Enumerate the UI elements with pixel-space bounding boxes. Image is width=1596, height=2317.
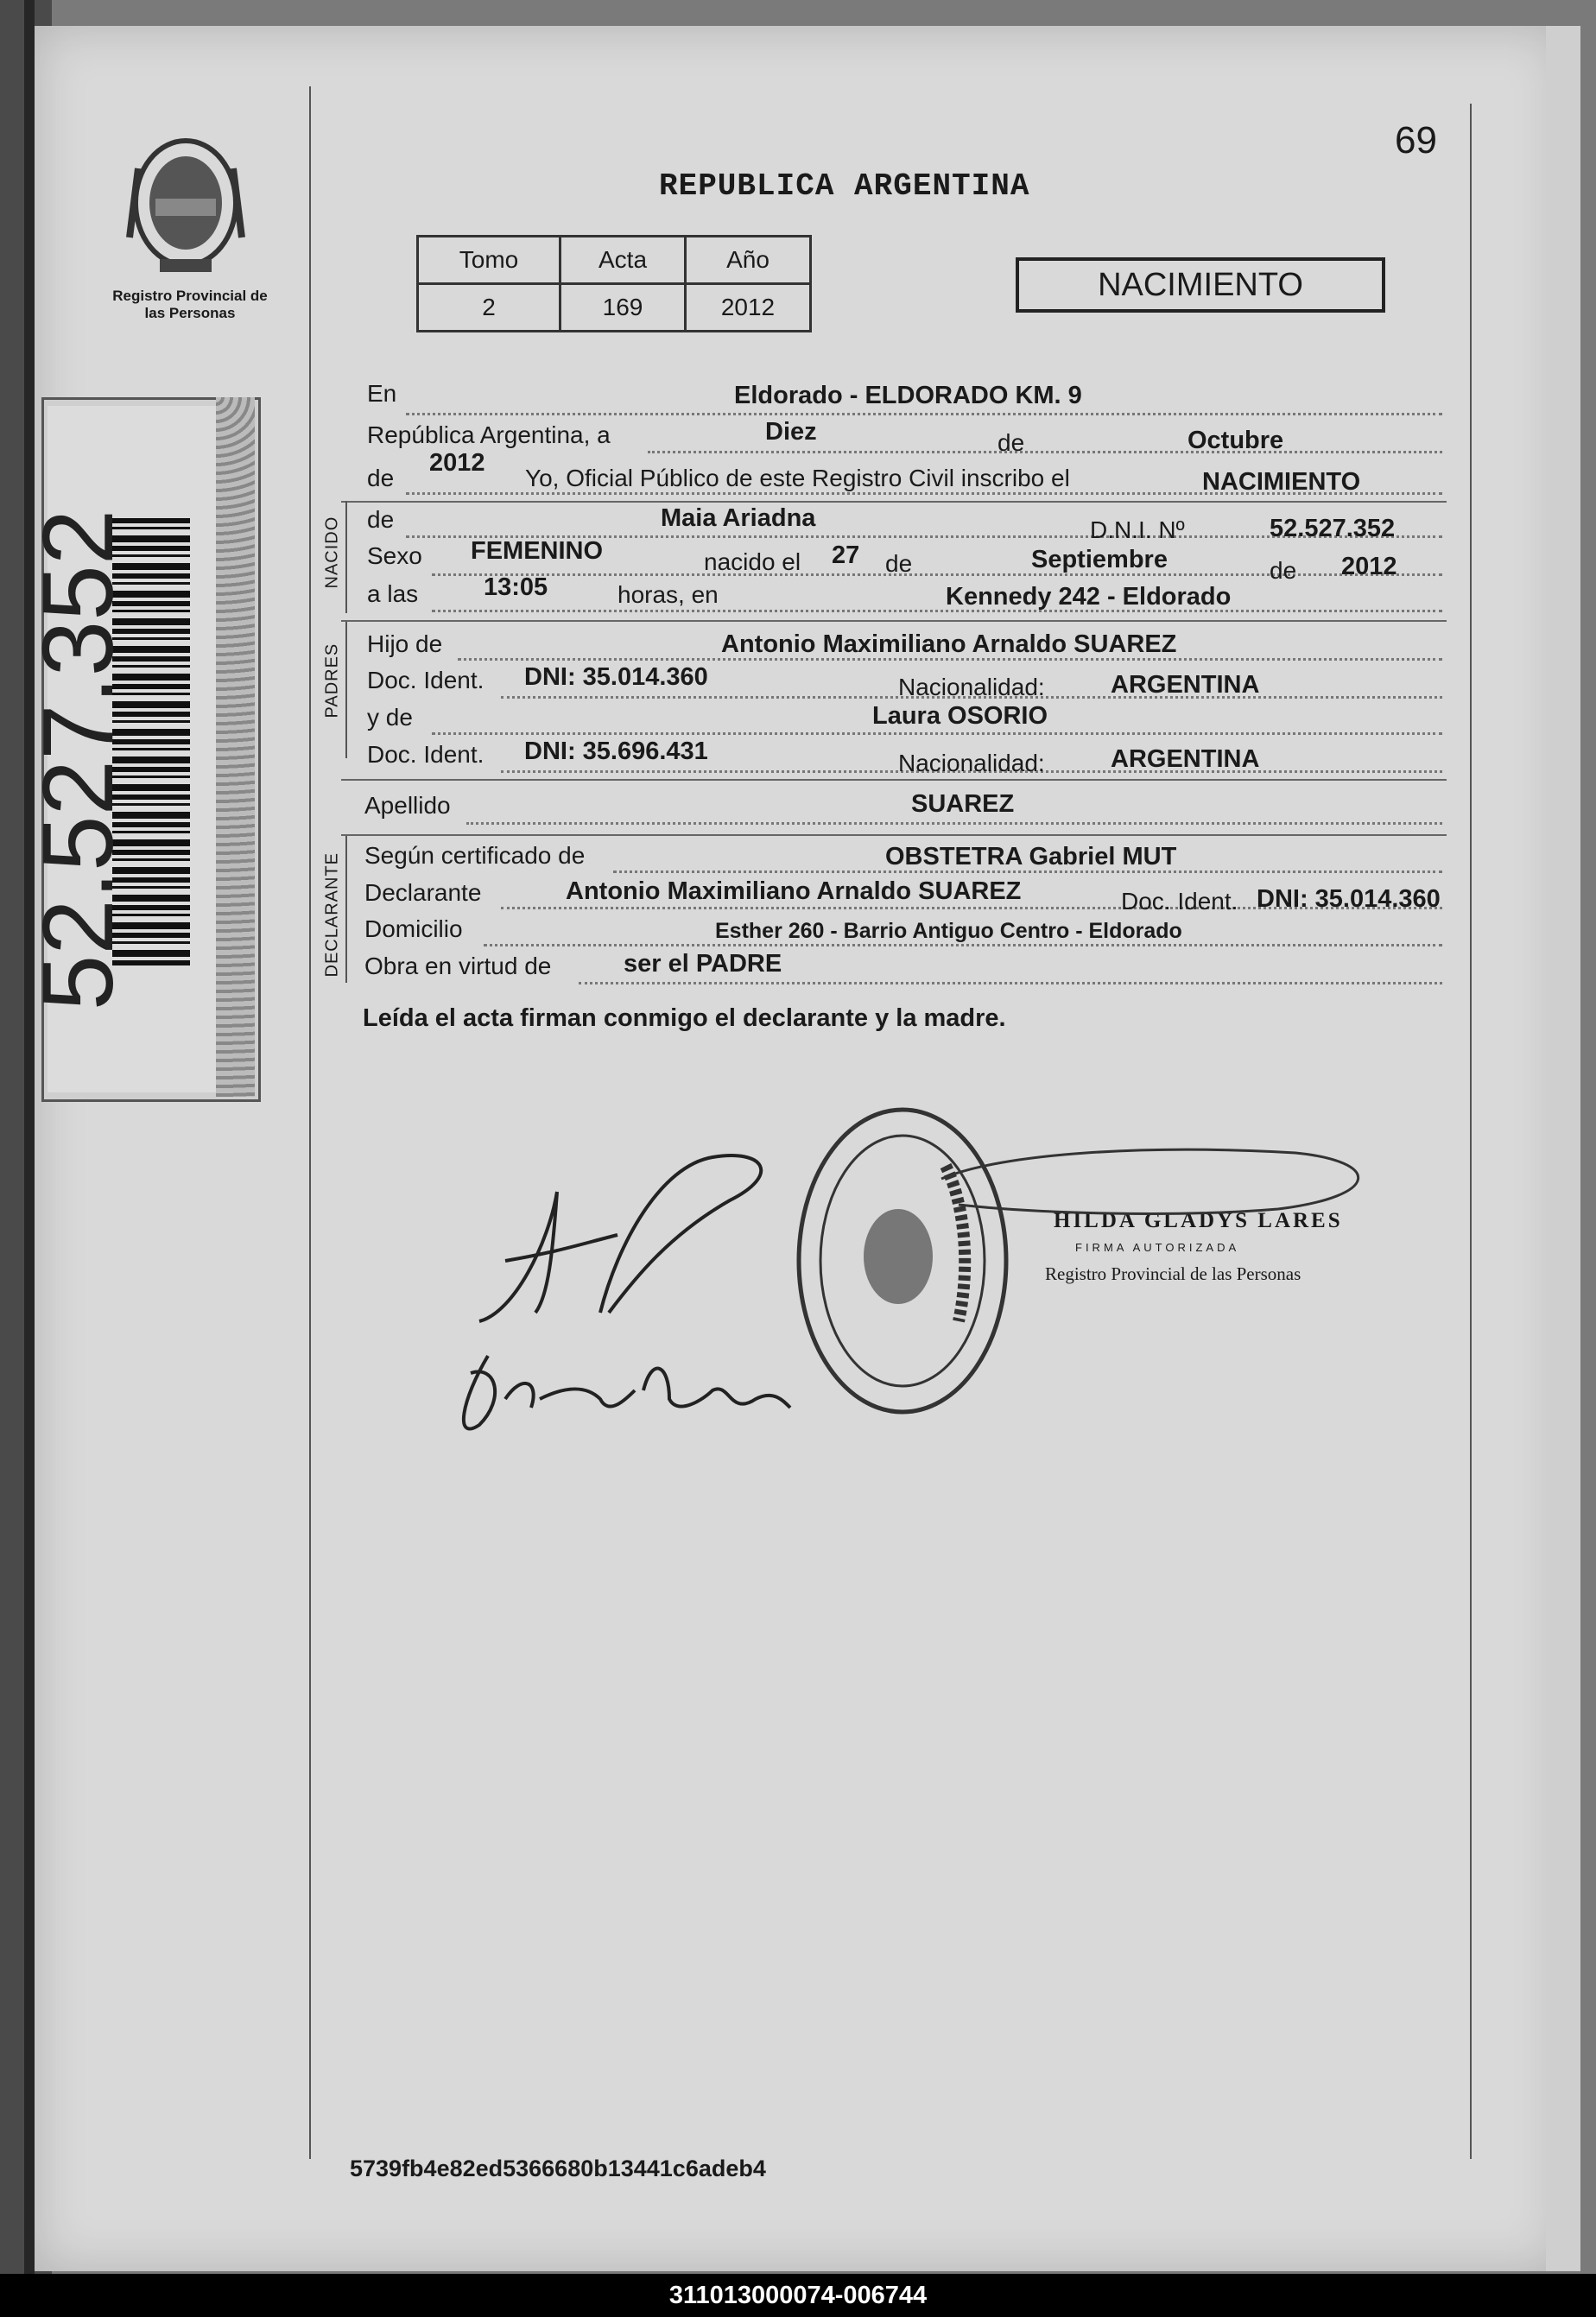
nombre-value: Maia Ariadna — [661, 504, 816, 532]
sexo-label: Sexo — [367, 542, 422, 569]
tomo-value: 2 — [418, 284, 560, 332]
padres-text: PADRES — [322, 643, 342, 719]
obra-value: ser el PADRE — [624, 950, 782, 978]
official-role: FIRMA AUTORIZADA — [1075, 1241, 1240, 1254]
en-label: En — [367, 380, 397, 407]
dia-value: Diez — [765, 418, 817, 446]
domicilio-label: Domicilio — [364, 915, 463, 942]
madre-doc-label: Doc. Ident. — [367, 741, 484, 768]
yo-text: Yo, Oficial Público de este Registro Civil inscribo el — [525, 465, 1070, 491]
right-margin-line — [1470, 104, 1472, 2159]
nombre-label: de — [367, 506, 395, 533]
page-number: 69 — [1395, 119, 1437, 161]
madre-nac: ARGENTINA — [1111, 745, 1260, 773]
official-signature — [933, 1144, 1390, 1239]
segun-label: Según certificado de — [364, 842, 586, 869]
hash-code: 5739fb4e82ed5366680b13441c6adeb4 — [350, 2156, 766, 2181]
acta-header: Acta — [560, 237, 686, 284]
declarante-label: Declarante — [364, 879, 482, 906]
certificado-value: OBSTETRA Gabriel MUT — [885, 843, 1177, 870]
dni-label: D.N.I. Nº — [1090, 516, 1185, 543]
nacido-de-label: de — [885, 550, 913, 577]
padre-doc-label: Doc. Ident. — [367, 667, 484, 693]
hijo-label: Hijo de — [367, 630, 443, 657]
footer-code: 311013000074-006744 — [0, 2274, 1596, 2317]
page-edge — [1546, 26, 1580, 2271]
barcode-number: 52.527.352 — [22, 509, 134, 1011]
dni-value: 52.527.352 — [1270, 515, 1396, 542]
nacido-label: nacido el — [704, 548, 801, 575]
tomo-header: Tomo — [418, 237, 560, 284]
de-label: de — [998, 429, 1025, 456]
acta-value: 169 — [560, 284, 686, 332]
logo-caption: Registro Provincial de las Personas — [112, 288, 268, 321]
anio-value: 2012 — [429, 449, 485, 477]
inscribo-value: NACIMIENTO — [1202, 468, 1361, 496]
decl-doc-value: DNI: 35.014.360 — [1257, 885, 1441, 913]
dotted-line — [579, 982, 1442, 984]
obra-label: Obra en virtud de — [364, 953, 552, 979]
barcode-pattern — [216, 397, 255, 1097]
declarante-text: DECLARANTE — [322, 852, 342, 978]
official-name: HILDA GLADYS LARES — [1054, 1209, 1343, 1232]
padre-nac: ARGENTINA — [1111, 671, 1260, 699]
madre-doc: DNI: 35.696.431 — [524, 738, 708, 765]
anio-value: 2012 — [686, 284, 811, 332]
nacido-mes: Septiembre — [1031, 546, 1168, 573]
nacido-anio: 2012 — [1341, 553, 1397, 580]
horas-label: horas, en — [618, 581, 719, 608]
nacido-section-label — [307, 516, 358, 589]
binding-spine — [24, 0, 35, 2317]
declarante-value: Antonio Maximiliano Arnaldo SUAREZ — [566, 877, 1022, 905]
dotted-line — [406, 413, 1442, 415]
domicilio-value: Esther 260 - Barrio Antiguo Centro - Eldorado — [715, 919, 1182, 943]
republica-label: República Argentina, a — [367, 421, 611, 448]
closing-text: Leída el acta firman conmigo el declarante y la madre. — [363, 1004, 1006, 1032]
lugar-value: Kennedy 242 - Eldorado — [946, 583, 1232, 611]
hora-value: 13:05 — [484, 573, 548, 601]
de-anio-label: de — [367, 465, 395, 491]
padre-value: Antonio Maximiliano Arnaldo SUAREZ — [721, 630, 1177, 658]
mes-value: Octubre — [1188, 427, 1284, 454]
declarante-section-label — [307, 852, 358, 978]
sexo-value: FEMENINO — [471, 537, 604, 565]
dotted-line — [648, 451, 1442, 453]
decl-doc-label: Doc. Ident. — [1121, 888, 1238, 915]
apellido-label: Apellido — [364, 792, 451, 819]
alas-label: a las — [367, 580, 419, 607]
padre-nac-label: Nacionalidad: — [898, 674, 1045, 700]
apellido-value: SUAREZ — [911, 790, 1015, 818]
section-divider — [341, 620, 1447, 622]
padres-section-label — [307, 643, 358, 719]
anio-header: Año — [686, 237, 811, 284]
nacido-de2-label: de — [1270, 557, 1297, 584]
yde-label: y de — [367, 704, 413, 731]
nacido-text: NACIDO — [322, 516, 342, 589]
section-divider — [341, 501, 1447, 503]
left-margin-line — [309, 86, 311, 2159]
declarante-bracket — [345, 836, 347, 983]
tomo-acta-anio-table — [416, 235, 812, 332]
section-divider — [341, 779, 1447, 781]
dotted-line — [432, 732, 1442, 735]
province-seal-logo — [121, 134, 250, 281]
en-value: Eldorado - ELDORADO KM. 9 — [734, 382, 1082, 409]
nacido-bracket — [345, 501, 347, 613]
padre-doc: DNI: 35.014.360 — [524, 663, 708, 691]
official-org: Registro Provincial de las Personas — [1045, 1263, 1302, 1284]
dotted-line — [432, 610, 1442, 612]
padres-bracket — [345, 622, 347, 758]
dotted-line — [466, 822, 1442, 825]
country-title: REPUBLICA ARGENTINA — [659, 168, 1030, 204]
nacido-dia: 27 — [832, 541, 860, 569]
madre-value: Laura OSORIO — [872, 702, 1048, 730]
dotted-line — [484, 944, 1442, 946]
act-type-box: NACIMIENTO — [1016, 257, 1385, 313]
section-divider — [341, 834, 1447, 836]
madre-nac-label: Nacionalidad: — [898, 750, 1045, 776]
